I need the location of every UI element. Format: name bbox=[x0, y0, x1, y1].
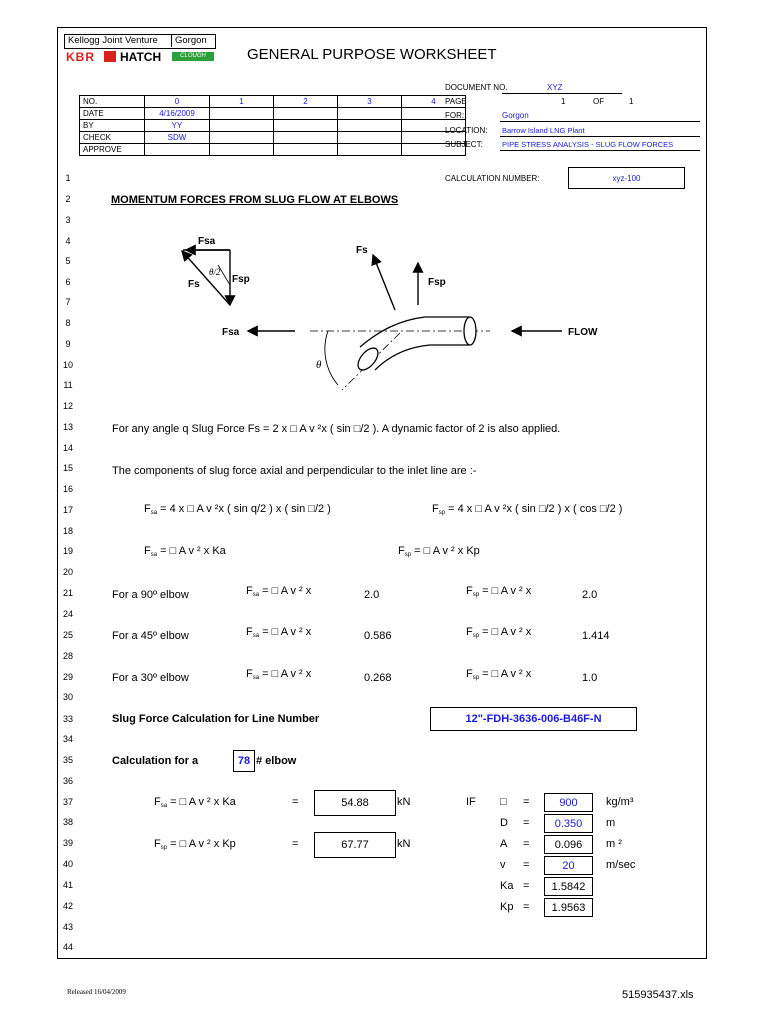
fsa-result-box bbox=[314, 790, 396, 816]
for-value: Gorgon bbox=[502, 111, 529, 120]
fsa-elbow-equation bbox=[246, 585, 311, 598]
revision-cell[interactable] bbox=[338, 132, 402, 144]
revision-cell[interactable]: 0 bbox=[145, 96, 210, 108]
param-value: 900 bbox=[559, 796, 578, 809]
fsp-calc-equation bbox=[154, 838, 236, 851]
row-number: 41 bbox=[62, 880, 73, 890]
row-number: 15 bbox=[62, 463, 73, 473]
fsp-label: Fsp bbox=[428, 277, 446, 288]
row-number: 16 bbox=[62, 484, 73, 494]
row-number: 3 bbox=[65, 215, 71, 225]
clough-logo-text: CLOUGH bbox=[172, 52, 214, 61]
triangle-half-theta-label: θ/2 bbox=[209, 267, 221, 277]
fsp-symbol: F bbox=[466, 585, 473, 597]
fsp-subscript: sp bbox=[160, 845, 168, 851]
row-number: 19 bbox=[62, 546, 73, 556]
row-number: 1 bbox=[65, 173, 71, 183]
fsa-elbow-equation bbox=[246, 626, 311, 639]
triangle-fs-label: Fs bbox=[188, 279, 200, 290]
fsa-rhs: = □ A v ² x bbox=[259, 585, 312, 597]
fsa-symbol: F bbox=[246, 585, 253, 597]
subject-underline bbox=[500, 150, 700, 151]
param-unit: m bbox=[606, 817, 616, 829]
revision-row bbox=[80, 144, 466, 156]
fsp-subscript: sp bbox=[438, 510, 446, 516]
row-number: 13 bbox=[62, 422, 73, 432]
fsp-symbol: F bbox=[466, 668, 473, 680]
fsa-general-equation bbox=[144, 503, 331, 516]
row-number: 17 bbox=[62, 505, 73, 515]
fsp-elbow-equation bbox=[466, 585, 531, 598]
elbow-label: For a 45º elbow bbox=[112, 630, 189, 642]
ka-value: 0.268 bbox=[364, 672, 392, 684]
fsp-general-rhs: = 4 x □ A v ²x ( sin □/2 ) x ( cos □/2 ) bbox=[445, 503, 623, 515]
param-value: 0.096 bbox=[554, 838, 583, 851]
fsp-subscript: sp bbox=[404, 552, 412, 558]
triangle-fsa-label: Fsa bbox=[198, 236, 216, 247]
fsp-symbol: F bbox=[432, 503, 439, 515]
elbow-force-diagram bbox=[150, 225, 610, 395]
logo-partner-right: Gorgon bbox=[175, 35, 207, 46]
calc-for-label: Calculation for a bbox=[112, 755, 199, 767]
row-number: 18 bbox=[62, 526, 73, 536]
fsp-calc-rhs: = □ A v ² x Kp bbox=[167, 838, 236, 850]
row-number: 29 bbox=[62, 672, 73, 682]
pipe-elbow bbox=[354, 317, 476, 373]
fsa-equals: = bbox=[292, 796, 299, 808]
theta-label: θ bbox=[316, 359, 322, 371]
elbow-angle-input[interactable] bbox=[233, 750, 255, 772]
row-number: 35 bbox=[62, 755, 73, 765]
ka-value: 2.0 bbox=[364, 589, 380, 601]
param-unit: kg/m³ bbox=[606, 796, 634, 808]
revision-cell[interactable] bbox=[402, 144, 466, 156]
row-number: 11 bbox=[63, 380, 73, 390]
param-value: 0.350 bbox=[554, 817, 583, 830]
for-underline bbox=[500, 121, 700, 122]
flow-label: FLOW bbox=[568, 327, 598, 338]
document-no-underline bbox=[502, 93, 622, 94]
fsp-unit: kN bbox=[397, 838, 411, 850]
revision-cell[interactable] bbox=[145, 144, 210, 156]
fsp-kp-equation bbox=[398, 545, 480, 558]
fs-label: Fs bbox=[356, 245, 368, 256]
location-value: Barrow Island LNG Plant bbox=[502, 126, 585, 135]
revision-cell[interactable]: 2 bbox=[274, 96, 338, 108]
row-number: 12 bbox=[62, 401, 73, 411]
fsp-symbol: F bbox=[466, 626, 473, 638]
param-value: 1.5842 bbox=[551, 880, 586, 893]
slug-force-definition: For any angle q Slug Force Fs = 2 x □ A v ²x ( sin □/2 ). A dynamic factor of 2 is also applied. bbox=[112, 423, 561, 435]
row-number: 36 bbox=[62, 776, 73, 786]
fsp-symbol: F bbox=[154, 838, 161, 850]
row-number: 40 bbox=[62, 859, 73, 869]
param-symbol: Kp bbox=[500, 901, 514, 913]
fsa-subscript: sa bbox=[252, 592, 260, 598]
line-number-value: 12"-FDH-3636-006-B46F-N bbox=[465, 713, 602, 725]
revision-cell[interactable] bbox=[274, 108, 338, 120]
fsa-subscript: sa bbox=[150, 552, 158, 558]
elbow-angle-value: 78 bbox=[237, 755, 251, 767]
row-number: 4 bbox=[65, 236, 71, 246]
revision-cell[interactable] bbox=[338, 108, 402, 120]
fsp-subscript: sp bbox=[472, 633, 480, 639]
revision-row-label: NO. bbox=[80, 96, 145, 108]
row-number: 24 bbox=[62, 609, 73, 619]
line-number-label: Slug Force Calculation for Line Number bbox=[112, 713, 320, 725]
param-value-box bbox=[544, 835, 593, 854]
fsa-rhs: = □ A v ² x bbox=[259, 668, 312, 680]
row-number: 43 bbox=[62, 922, 73, 932]
revision-row-label: BY bbox=[80, 120, 145, 132]
fsa-elbow-equation bbox=[246, 668, 311, 681]
row-number: 21 bbox=[62, 588, 73, 598]
row-number: 14 bbox=[62, 443, 73, 453]
param-value-box[interactable] bbox=[544, 793, 593, 812]
param-value: 20 bbox=[562, 859, 575, 872]
line-number-box[interactable] bbox=[430, 707, 637, 731]
revision-cell[interactable]: 1 bbox=[210, 96, 274, 108]
revision-cell[interactable] bbox=[338, 144, 402, 156]
section-heading: MOMENTUM FORCES FROM SLUG FLOW AT ELBOWS bbox=[111, 194, 399, 206]
fsa-calc-rhs: = □ A v ² x Ka bbox=[167, 796, 236, 808]
of-value: 1 bbox=[629, 97, 634, 106]
row-number: 10 bbox=[62, 360, 73, 370]
fsp-rhs: = □ A v ² x bbox=[479, 668, 532, 680]
fsa-subscript: sa bbox=[160, 803, 168, 809]
param-unit: m ² bbox=[606, 838, 622, 850]
page-title: GENERAL PURPOSE WORKSHEET bbox=[247, 46, 497, 63]
for-label: FOR: bbox=[445, 111, 465, 120]
fsp-elbow-equation bbox=[466, 626, 531, 639]
fsa-symbol: F bbox=[246, 668, 253, 680]
elbow-label: For a 90º elbow bbox=[112, 589, 189, 601]
kp-value: 1.0 bbox=[582, 672, 598, 684]
components-intro: The components of slug force axial and perpendicular to the inlet line are :- bbox=[112, 465, 477, 477]
revision-cell[interactable]: SDW bbox=[145, 132, 210, 144]
param-unit: m/sec bbox=[606, 859, 636, 871]
row-number: 42 bbox=[62, 901, 73, 911]
param-equals: = bbox=[523, 880, 530, 892]
revision-row bbox=[80, 132, 466, 144]
subject-value: PIPE STRESS ANALYSIS - SLUG FLOW FORCES bbox=[502, 140, 674, 149]
company-logo bbox=[64, 34, 216, 64]
page-label: PAGE bbox=[445, 97, 467, 106]
fsa-label: Fsa bbox=[222, 327, 240, 338]
param-value: 1.9563 bbox=[551, 901, 586, 914]
file-name: 515935437.xls bbox=[622, 989, 694, 1001]
revision-row-label: CHECK bbox=[80, 132, 145, 144]
revision-cell[interactable] bbox=[402, 120, 466, 132]
fsp-result-box bbox=[314, 832, 396, 858]
fsp-subscript: sp bbox=[472, 675, 480, 681]
fsp-elbow-equation bbox=[466, 668, 531, 681]
revision-row-label: APPROVE bbox=[80, 144, 145, 156]
of-label: OF bbox=[593, 97, 605, 106]
fsa-ka-rhs: = □ A v ² x Ka bbox=[157, 545, 226, 557]
fsp-rhs: = □ A v ² x bbox=[479, 585, 532, 597]
elbow-label: # elbow bbox=[256, 755, 297, 767]
release-date: Released 16/04/2009 bbox=[67, 988, 126, 996]
fsa-ka-equation bbox=[144, 545, 226, 558]
row-number: 38 bbox=[62, 817, 73, 827]
param-equals: = bbox=[523, 796, 530, 808]
fsa-unit: kN bbox=[397, 796, 411, 808]
location-underline bbox=[500, 136, 700, 137]
fsp-equals: = bbox=[292, 838, 299, 850]
row-number: 7 bbox=[65, 297, 71, 307]
row-number: 37 bbox=[62, 797, 73, 807]
param-value-box[interactable] bbox=[544, 856, 593, 875]
param-symbol: D bbox=[500, 817, 508, 829]
row-number: 44 bbox=[62, 942, 73, 952]
row-number: 33 bbox=[62, 714, 73, 724]
subject-label: SUBJECT: bbox=[445, 140, 483, 149]
kbr-logo-text: KBR bbox=[66, 50, 95, 64]
fsa-symbol: F bbox=[144, 545, 151, 557]
fsp-general-equation bbox=[432, 503, 622, 516]
revision-row-label: DATE bbox=[80, 108, 145, 120]
logo-mark-icon bbox=[104, 51, 116, 62]
revision-cell[interactable] bbox=[210, 108, 274, 120]
row-number: 5 bbox=[65, 256, 71, 266]
revision-cell[interactable] bbox=[402, 132, 466, 144]
param-equals: = bbox=[523, 901, 530, 913]
fsp-result-value: 67.77 bbox=[341, 839, 369, 851]
revision-cell[interactable] bbox=[210, 144, 274, 156]
row-number: 34 bbox=[62, 734, 73, 744]
revision-cell[interactable] bbox=[274, 144, 338, 156]
revision-cell[interactable] bbox=[210, 132, 274, 144]
row-number: 28 bbox=[62, 651, 73, 661]
document-no-value: XYZ bbox=[547, 83, 563, 92]
elbow-label: For a 30º elbow bbox=[112, 672, 189, 684]
revision-cell[interactable]: YY bbox=[145, 120, 210, 132]
param-value-box[interactable] bbox=[544, 814, 593, 833]
row-number: 20 bbox=[62, 567, 73, 577]
revision-row bbox=[80, 108, 466, 120]
calc-number-value: xyz-100 bbox=[612, 173, 641, 183]
hatch-logo-text: HATCH bbox=[120, 50, 162, 64]
revision-cell[interactable] bbox=[338, 120, 402, 132]
location-label: LOCATION: bbox=[445, 126, 488, 135]
param-equals: = bbox=[523, 817, 530, 829]
revision-row bbox=[80, 96, 466, 108]
row-number: 2 bbox=[65, 194, 71, 204]
revision-cell[interactable] bbox=[274, 132, 338, 144]
logo-partner-left: Kellogg Joint Venture bbox=[68, 35, 158, 46]
fsa-subscript: sa bbox=[252, 675, 260, 681]
fsa-result-value: 54.88 bbox=[341, 797, 369, 809]
revision-row bbox=[80, 120, 466, 132]
theta-arc bbox=[325, 331, 338, 385]
calc-number-label: CALCULATION NUMBER: bbox=[445, 174, 540, 183]
param-symbol: Ka bbox=[500, 880, 514, 892]
if-label: IF bbox=[466, 796, 476, 808]
kp-value: 2.0 bbox=[582, 589, 598, 601]
fs-arrow bbox=[373, 255, 395, 310]
fsa-subscript: sa bbox=[150, 510, 158, 516]
kp-value: 1.414 bbox=[582, 630, 610, 642]
row-number: 9 bbox=[65, 339, 71, 349]
param-equals: = bbox=[523, 838, 530, 850]
fsp-symbol: F bbox=[398, 545, 405, 557]
document-no-label: DOCUMENT NO. bbox=[445, 83, 508, 92]
calc-number-box[interactable] bbox=[568, 167, 685, 189]
revision-cell[interactable]: 3 bbox=[338, 96, 402, 108]
row-number: 39 bbox=[62, 838, 73, 848]
revision-cell[interactable]: 4/16/2009 bbox=[145, 108, 210, 120]
ka-value: 0.586 bbox=[364, 630, 392, 642]
param-equals: = bbox=[523, 859, 530, 871]
page-value: 1 bbox=[561, 97, 566, 106]
revision-cell[interactable] bbox=[210, 120, 274, 132]
param-symbol: □ bbox=[500, 796, 507, 808]
force-triangle bbox=[182, 250, 230, 305]
revision-cell[interactable]: 4 bbox=[402, 96, 466, 108]
revision-cell[interactable] bbox=[402, 108, 466, 120]
fsa-symbol: F bbox=[144, 503, 151, 515]
row-number: 30 bbox=[62, 692, 73, 702]
revision-cell[interactable] bbox=[274, 120, 338, 132]
row-number: 25 bbox=[62, 630, 73, 640]
param-symbol: v bbox=[500, 859, 506, 871]
fsa-rhs: = □ A v ² x bbox=[259, 626, 312, 638]
fsa-calc-equation bbox=[154, 796, 236, 809]
fsa-symbol: F bbox=[246, 626, 253, 638]
fsp-rhs: = □ A v ² x bbox=[479, 626, 532, 638]
revision-table bbox=[79, 95, 466, 156]
row-number: 6 bbox=[65, 277, 71, 287]
fsp-subscript: sp bbox=[472, 592, 480, 598]
fsp-kp-rhs: = □ A v ² x Kp bbox=[411, 545, 480, 557]
triangle-fsp-label: Fsp bbox=[232, 274, 250, 285]
param-value-box bbox=[544, 898, 593, 917]
fsa-general-rhs: = 4 x □ A v ²x ( sin q/2 ) x ( sin □/2 ) bbox=[157, 503, 331, 515]
fsa-subscript: sa bbox=[252, 633, 260, 639]
row-number: 8 bbox=[65, 318, 71, 328]
fsa-symbol: F bbox=[154, 796, 161, 808]
param-value-box bbox=[544, 877, 593, 896]
param-symbol: A bbox=[500, 838, 508, 850]
